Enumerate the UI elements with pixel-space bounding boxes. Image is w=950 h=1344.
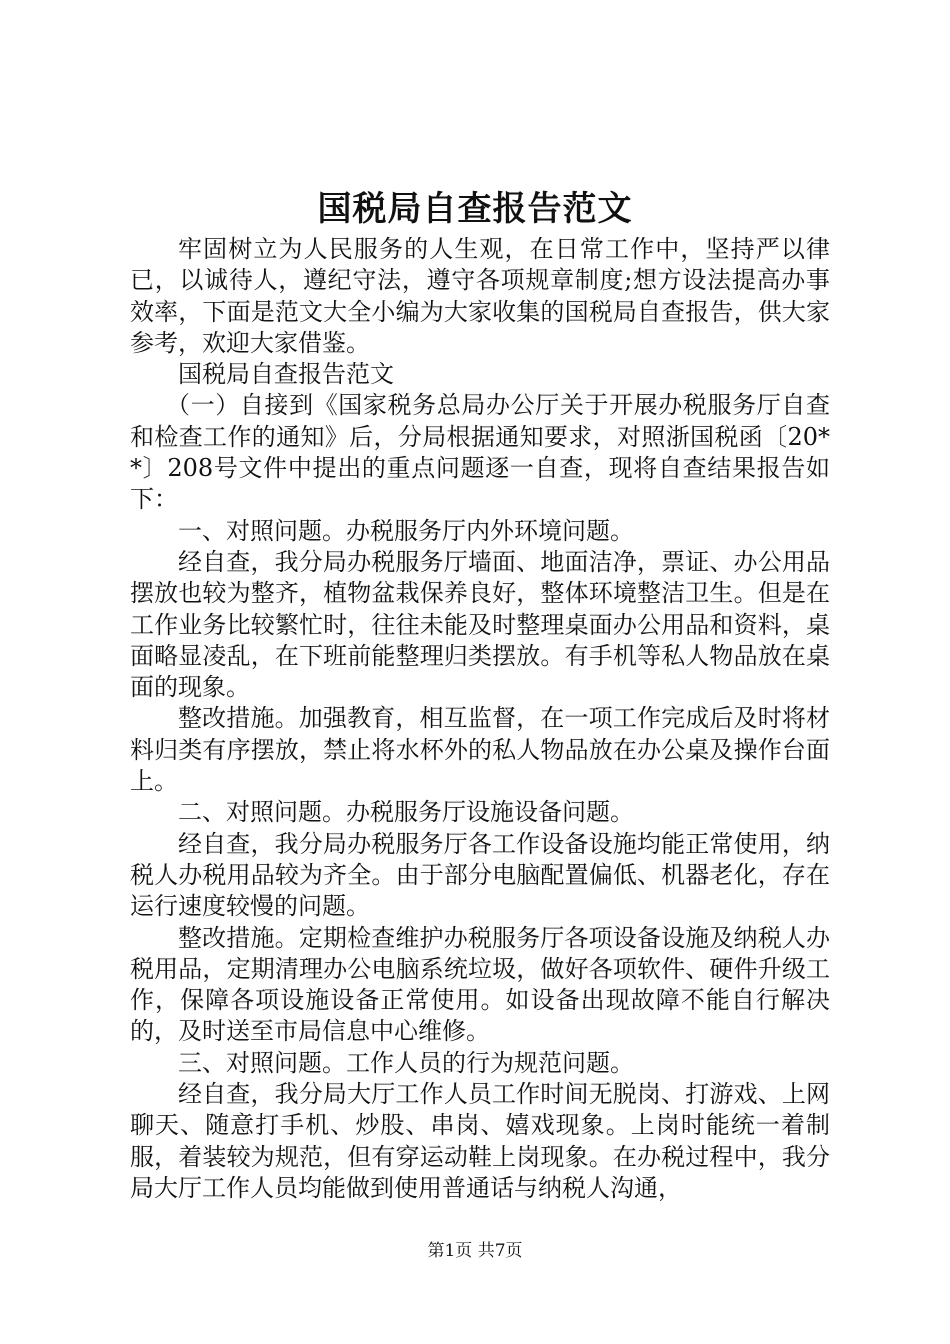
intro-paragraph: 牢固树立为人民服务的人生观，在日常工作中，坚持严以律已，以诚待人，遵纪守法，遵守各项规章制度;想方设法提高办事效率，下面是范文大全小编为大家收集的国税局自查报告，供大家参考，欢迎大家借鉴。 [130, 235, 830, 357]
document-body [130, 234, 830, 1204]
issue-heading-1: 一、对照问题。办税服务厅内外环境问题。 [178, 516, 634, 545]
finding-paragraph-3: 经自查，我分局大厅工作人员工作时间无脱岗、打游戏、上网聊天、随意打手机、炒股、串岗、嬉戏现象。上岗时能统一着制服，着装较为规范，但有穿运动鞋上岗现象。在办税过程中，我分局大厅工作人员均能做到使用普通话与纳税人沟通， [130, 1080, 830, 1202]
issue-heading-3: 三、对照问题。工作人员的行为规范问题。 [178, 1048, 634, 1077]
subheading-paragraph: 国税局自查报告范文 [178, 360, 394, 389]
measure-paragraph-1: 整改措施。加强教育，相互监督，在一项工作完成后及时将材料归类有序摆放，禁止将水杯外的私人物品放在办公桌及操作台面上。 [130, 704, 830, 796]
finding-paragraph-2: 经自查，我分局办税服务厅各工作设备设施均能正常使用，纳税人办税用品较为齐全。由于部分电脑配置偏低、机器老化，存在运行速度较慢的问题。 [130, 829, 830, 921]
section-one-paragraph: （一）自接到《国家税务总局办公厅关于开展办税服务厅自查和检查工作的通知》后，分局根据通知要求，对照浙国税函〔20**〕208号文件中提出的重点问题逐一自查，现将自查结果报告如下： [130, 391, 830, 514]
document-title: 国税局自查报告范文 [317, 189, 633, 229]
issue-heading-2: 二、对照问题。办税服务厅设施设备问题。 [178, 798, 634, 827]
measure-paragraph-2: 整改措施。定期检查维护办税服务厅各项设备设施及纳税人办税用品，定期清理办公电脑系统垃圾，做好各项软件、硬件升级工作，保障各项设施设备正常使用。如设备出现故障不能自行解决的，及时送至市局信息中心维修。 [130, 923, 830, 1046]
page-footer: 第1页 共7页 [427, 1241, 523, 1261]
finding-paragraph-1: 经自查，我分局办税服务厅墙面、地面洁净，票证、办公用品摆放也较为整齐，植物盆栽保养良好，整体环境整洁卫生。但是在工作业务比较繁忙时，往往未能及时整理桌面办公用品和资料，桌面略显凌乱，在下班前能整理归类摆放。有手机等私人物品放在桌面的现象。 [130, 547, 830, 702]
